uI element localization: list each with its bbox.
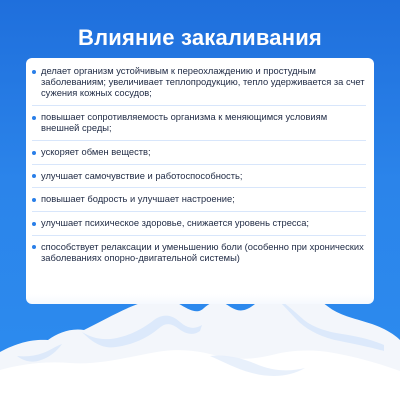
- list-item: [32, 146, 366, 165]
- list-item-text: улучшает психическое здоровье, снижается уровень стресса;: [41, 218, 310, 229]
- bullet-dot-icon: [32, 174, 36, 178]
- list-item-text: повышает сопротивляемость организма к меняющимся условиям внешней среды;: [41, 112, 328, 134]
- list-item-text: ускоряет обмен веществ;: [41, 147, 151, 158]
- list-item: [32, 111, 366, 141]
- list-item: [32, 241, 366, 264]
- list-item-text: делает организм устойчивым к переохлаждению и простудным заболеваниям; увеличивает теплопродукцию, тепло удерживается за счет сужения кожных сосудов;: [41, 66, 365, 99]
- list-item-text: способствует релаксации и уменьшению боли (особенно при хронических заболеваниях опорно-двигательной системы): [41, 241, 364, 264]
- page-title: Влияние закаливания: [78, 25, 322, 50]
- list-item: [32, 217, 366, 236]
- list-item: [32, 193, 366, 212]
- bullet-dot-icon: [32, 116, 36, 120]
- list-item-text: улучшает самочувствие и работоспособность;: [41, 170, 243, 181]
- list-item: [32, 65, 366, 106]
- bullet-dot-icon: [32, 151, 36, 155]
- bullet-dot-icon: [32, 198, 36, 202]
- bullet-dot-icon: [32, 222, 36, 226]
- bullet-list: [32, 65, 366, 264]
- bullet-dot-icon: [32, 70, 36, 74]
- bullet-dot-icon: [32, 245, 36, 249]
- list-item-text: повышает бодрость и улучшает настроение;: [41, 194, 235, 205]
- list-item: [32, 170, 366, 189]
- content-panel: [26, 58, 374, 304]
